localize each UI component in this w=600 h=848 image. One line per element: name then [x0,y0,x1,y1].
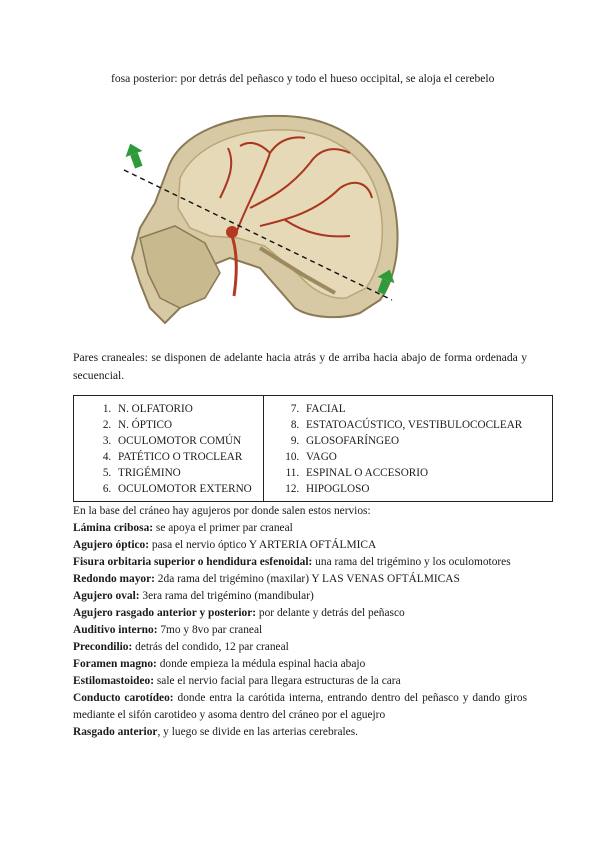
entry-text: donde entra la carótida interna, entrando dentro del peñasco y dando giros mediante el sifón carotideo y asoma dentro del cráneo por el aguejro [73,692,528,721]
entry-text: detrás del condido, 12 par craneal [132,641,289,653]
list-item: 11. ESPINAL O ACCESORIO [302,465,552,481]
entry-term: Conducto carotídeo: [73,692,174,704]
nerves-column-right [264,396,552,501]
entry-text: sale el nervio facial para llegara estructuras de la cara [154,675,401,687]
pares-paragraph: Pares craneales: se disponen de adelante hacia atrás y de arriba hacia abajo de forma ordenada y secuencial. [73,351,527,382]
list-item: 6. OCULOMOTOR EXTERNO [114,481,263,497]
entry-text: donde empieza la médula espinal hacia abajo [156,658,366,670]
base-intro: En la base del cráneo hay agujeros por donde salen estos nervios: [73,505,371,517]
entry [73,571,527,588]
list-item: 4. PATÉTICO O TROCLEAR [114,449,263,465]
entry-text: se apoya el primer par craneal [153,522,293,534]
entry-term: Rasgado anterior [73,726,158,738]
entry-text: por delante y detrás del peñasco [256,607,405,619]
list-item: 8. ESTATOACÚSTICO, VESTIBULOCOCLEAR [302,417,552,433]
entry-term: Estilomastoideo: [73,675,154,687]
entry [73,520,527,537]
entry-term: Fisura orbitaria superior o hendidura esfenoidal: [73,556,313,568]
entry-text: 7mo y 8vo par craneal [157,624,263,636]
entry-term: Agujero oval: [73,590,140,602]
entry-text: pasa el nervio óptico Y ARTERIA OFTÁLMICA [149,539,377,551]
entry [73,673,527,690]
entry [73,690,527,724]
entry-text: 3era rama del trigémino (mandibular) [139,590,314,602]
green-arrow-icon [122,141,147,171]
entry-text: , y luego se divide en las arterias cerebrales. [157,726,358,738]
entry-term: Agujero rasgado anterior y posterior: [73,607,257,619]
list-item: 9. GLOSOFARÍNGEO [302,433,552,449]
entry [73,588,527,605]
entry-term: Agujero óptico: [73,539,150,551]
list-item: 12. HIPOGLOSO [302,481,552,497]
entry-term: Lámina cribosa: [73,522,154,534]
nerve-list-left [74,401,263,497]
entry-term: Precondilio: [73,641,133,653]
entry [73,656,527,673]
list-item: 5. TRIGÉMINO [114,465,263,481]
entry [73,554,527,571]
entry-text: 2da rama del trigémino (maxilar) Y LAS VENAS OFTÁLMICAS [154,573,460,585]
list-item: 1. N. OLFATORIO [114,401,263,417]
entry-term: Foramen magno: [73,658,157,670]
entry-term: Redondo mayor: [73,573,155,585]
list-item: 2. N. ÓPTICO [114,417,263,433]
list-item: 10. VAGO [302,449,552,465]
entry-term: Auditivo interno: [73,624,158,636]
entry [73,605,527,622]
nerve-list-right [264,401,552,497]
entry [73,724,527,741]
entry [73,639,527,656]
foramina-section [73,503,527,741]
entry [73,622,527,639]
entry-text: una rama del trigémino y los oculomotores [312,556,511,568]
list-item: 3. OCULOMOTOR COMÚN [114,433,263,449]
entry [73,537,527,554]
intro-paragraph: fosa posterior: por detrás del peñasco y todo el hueso occipital, se aloja el cerebelo [111,72,495,85]
skull-figure [110,108,410,340]
nerves-column-left [74,396,264,501]
cranial-nerves-table [73,395,553,502]
list-item: 7. FACIAL [302,401,552,417]
